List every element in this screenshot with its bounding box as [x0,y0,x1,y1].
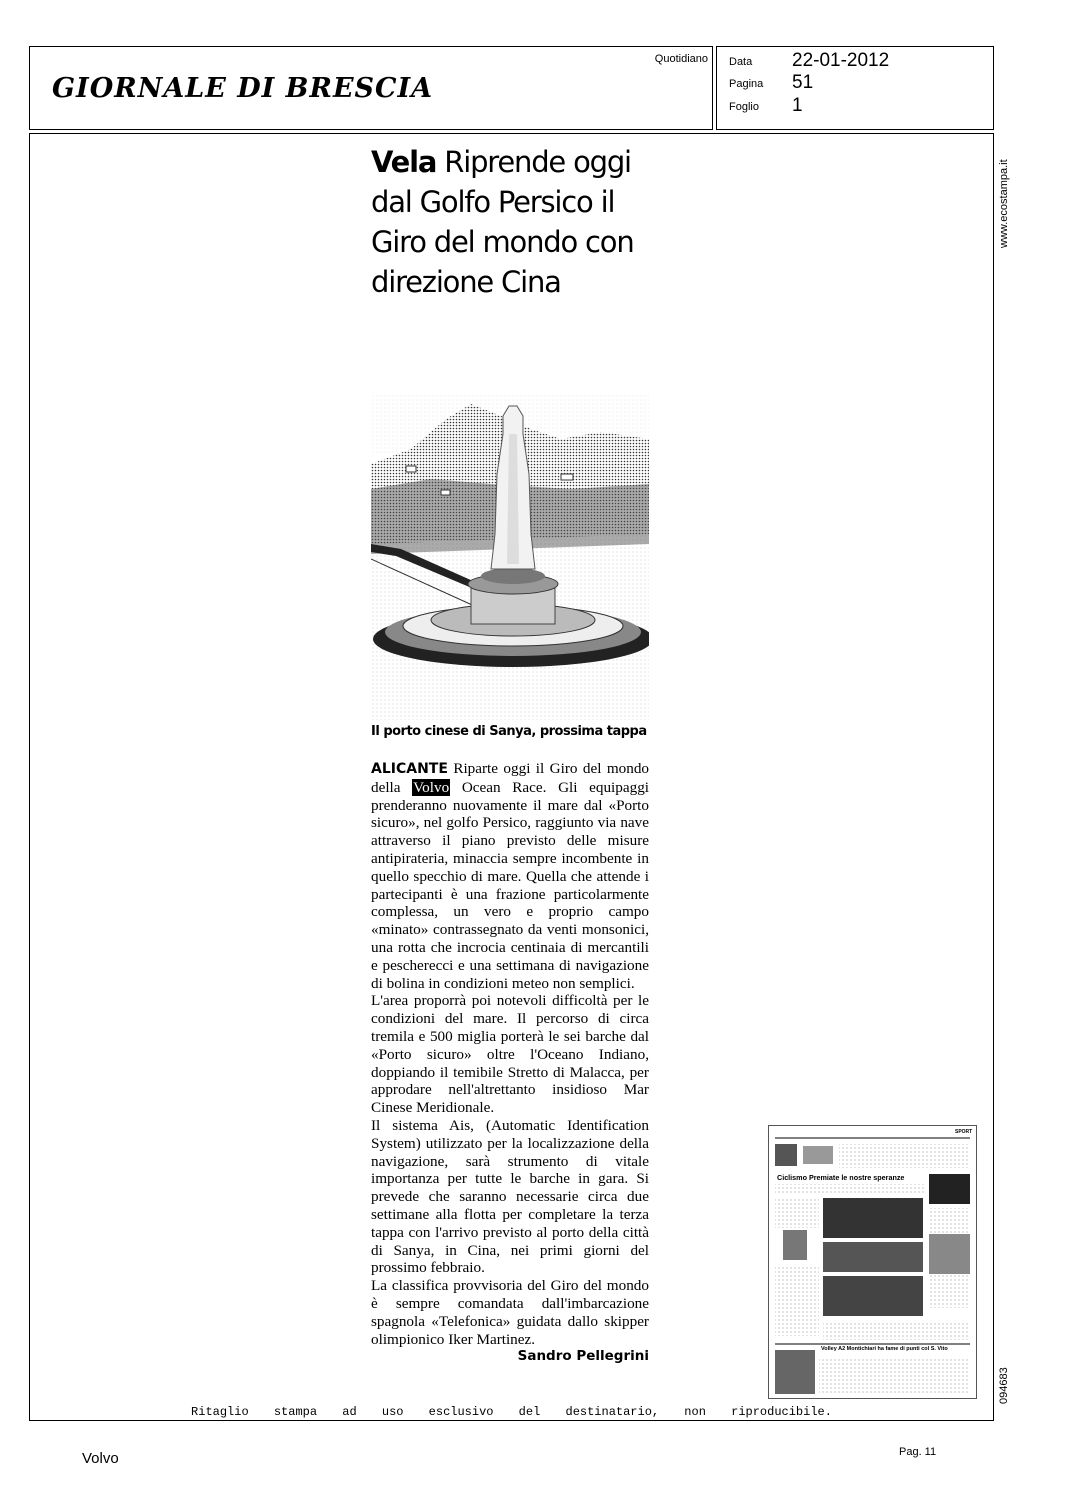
date-value: 22-01-2012 [792,50,890,71]
highlighted-keyword: Volvo [413,778,450,796]
footer-keyword: Volvo [82,1450,119,1467]
p1-text-b: Ocean Race. Gli equipaggi prenderanno nuovamente il mare dal «Porto sicuro», nel golfo Persico, raggiunto via nave attraverso il piano previsto delle misure antipirateria, minaccia sempre incombente in quello specchio di mare. Quella che attende i partecipanti è una frazione particolarmente complessa, un vero e proprio campo «minato» contrassegnato da venti monsonici, una rotta che incrocia centinaia di mercantili e pescherecci e una settimana di navigazione di bolina in condizioni meteo non semplici. [371,778,650,992]
photo-caption: Il porto cinese di Sanya, prossima tappa [371,724,647,739]
masthead-box [29,46,713,130]
thumbnail-graphic [769,1126,976,1398]
website-label: www.ecostampa.it [998,159,1010,248]
footer-page-number: Pag. 11 [899,1446,937,1458]
thumbnail-bottom-headline: Volley A2 Montichiari ha fame di punti col S. Vito [821,1346,948,1352]
sheet-value: 1 [792,95,803,116]
thumbnail-headline: Ciclismo Premiate le nostre speranze [777,1173,905,1182]
paragraph-2: L'area proporrà poi notevoli difficoltà per le condizioni del mare. Il percorso di circa tremila e 500 miglia porterà le sei barche dal «Porto sicuro» oltre l'Oceano Indiano, doppiando il temibile Stretto di Malacca, per approdare nell'altrettanto insidioso Mar Cinese Meridionale. [371,992,649,1117]
date-label: Data [729,56,753,68]
page-thumbnail [768,1125,977,1399]
thumbnail-section: SPORT [955,1129,973,1135]
dateline: ALICANTE [371,761,448,777]
article-headline [371,142,671,302]
paragraph-3: Il sistema Ais, (Automatic Identification System) utilizzato per la localizzazione della navigazione, sarà strumento di vitale importanza per tutte le barche in gara. Si prevede che saranno necessarie circa due settimane alla flotta per completare la terza tappa con l'arrivo previsto al porto della città di Sanya, in Cina, nei primi giorni del prossimo febbraio. [371,1116,649,1277]
sheet-label: Foglio [729,101,759,113]
article-body [371,760,649,1366]
page-value: 51 [792,72,814,93]
headline-kicker: Vela [371,145,437,179]
paragraph-1 [371,760,649,992]
newspaper-type: Quotidiano [654,53,708,65]
newspaper-name: GIORNALE DI BRESCIA [52,73,434,104]
clipping-code: 094683 [998,1367,1010,1404]
paragraph-4: La classifica provvisoria del Giro del mondo è sempre comandata dall'imbarcazione spagnola «Telefonica» guidata dallo skipper olimpionico Iker Martinez. [371,1277,649,1348]
sanya-statue-photo [371,394,649,720]
article-photo [371,394,649,720]
p1-text-a: Riparte oggi il Giro del mondo della [371,760,650,796]
page-label: Pagina [729,78,764,90]
meta-box [716,46,994,130]
byline: Sandro Pellegrini [517,1348,649,1365]
reproduction-notice: Ritaglio stampa ad uso esclusivo del destinatario, non riproducibile. [191,1405,832,1419]
headline-text: Riprende oggi dal Golfo Persico il Giro del mondo con direzione Cina [371,145,634,299]
